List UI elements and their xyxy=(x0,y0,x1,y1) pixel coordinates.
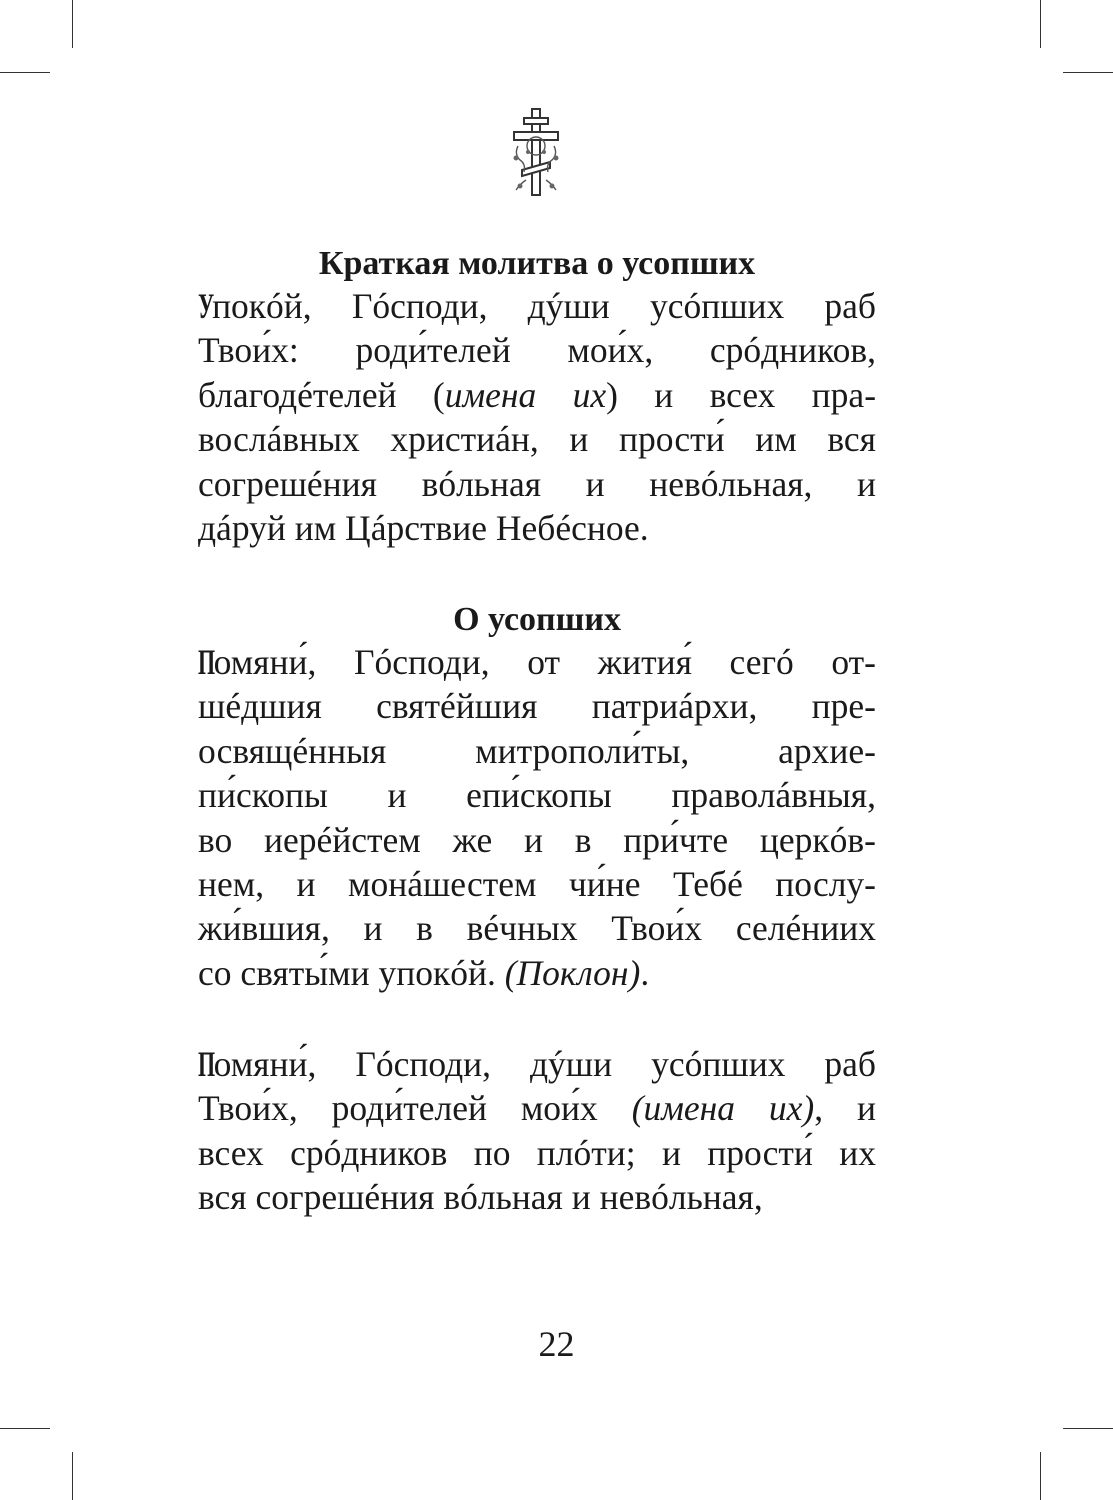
text-run: благодéтелей ( xyxy=(198,374,445,415)
text-run: вослáвных христиáн, и прости́ им вся xyxy=(198,419,876,460)
text-run: . xyxy=(640,952,650,993)
text-run: Твои́х: роди́телей мои́х, срóдников, xyxy=(198,330,876,371)
text-line xyxy=(198,328,876,372)
text-run: дáруй им Цáрствие Небéсное. xyxy=(198,507,649,548)
text-run: всех срóдников по плóти; и прости́ их xyxy=(198,1132,876,1173)
text-line xyxy=(198,906,876,950)
crop-mark-bottom-left-vertical xyxy=(72,1452,73,1500)
text-line xyxy=(198,951,876,995)
text-run: пи́скопы и епи́скопы праволáвныя, xyxy=(198,775,876,816)
prayer-text xyxy=(198,284,876,550)
crop-mark-top-right-vertical xyxy=(1040,0,1041,48)
prayer-section xyxy=(198,600,876,995)
drop-cap: П xyxy=(198,1044,216,1084)
text-run: омяни́, Гóсподи, дýши усóпших раб xyxy=(213,1044,876,1084)
text-run: жи́вшия, и в вéчных Твои́х селéниих xyxy=(198,908,876,949)
text-line xyxy=(198,862,876,906)
orthodox-cross-icon xyxy=(508,106,564,198)
prayer-text xyxy=(198,1042,876,1220)
section-heading: Краткая молитва о усопших xyxy=(318,245,756,282)
text-run: Твои́х, роди́телей мои́х xyxy=(198,1088,632,1129)
section-heading: О усопших xyxy=(453,601,621,638)
crop-mark-bottom-left-horizontal xyxy=(0,1428,50,1429)
italic-note: (Поклон) xyxy=(504,952,641,993)
text-line xyxy=(198,729,876,773)
text-line xyxy=(198,640,876,684)
italic-note: (имена их) xyxy=(631,1088,815,1129)
text-run: освящéнныя митрополи́ты, архие- xyxy=(198,730,876,771)
text-run: нем, и монáшестем чи́не Тебé послу- xyxy=(198,863,876,904)
crop-mark-top-left-vertical xyxy=(72,0,73,48)
text-line xyxy=(198,284,876,328)
text-run: омяни́, Гóсподи, от жития́ сегó от- xyxy=(213,642,876,682)
text-line xyxy=(198,462,876,506)
text-line xyxy=(198,1042,876,1086)
prayer-section xyxy=(198,1042,876,1220)
drop-cap: П xyxy=(198,642,216,682)
prayer-section xyxy=(198,244,876,550)
crop-mark-top-left-horizontal xyxy=(0,72,50,73)
text-line xyxy=(198,1175,876,1219)
text-line xyxy=(198,684,876,728)
text-line xyxy=(198,373,876,417)
text-line xyxy=(198,417,876,461)
text-run: во иерéйстем же и в при́чте церкóв- xyxy=(198,819,876,860)
text-line xyxy=(198,506,876,550)
text-run: шéдшия святéйшия патриáрхи, пре- xyxy=(198,686,876,727)
text-run: ) и всех пра- xyxy=(606,374,877,415)
text-line xyxy=(198,1086,876,1130)
text-run: покóй, Гóсподи, дýши усóпших раб xyxy=(212,286,876,326)
prayer-text xyxy=(198,640,876,995)
text-line xyxy=(198,818,876,862)
text-run: со святы́ми упокóй. xyxy=(198,952,505,993)
crop-mark-bottom-right-vertical xyxy=(1040,1452,1041,1500)
text-run: вся согрешéния вóльная и невóльная, xyxy=(198,1177,763,1218)
text-run: согрешéния вóльная и невóльная, и xyxy=(198,463,876,504)
drop-cap: У xyxy=(198,286,215,326)
crop-mark-top-right-horizontal xyxy=(1063,72,1113,73)
text-run: , и xyxy=(814,1088,876,1129)
crop-mark-bottom-right-horizontal xyxy=(1063,1428,1113,1429)
text-line xyxy=(198,1131,876,1175)
italic-note: имена их xyxy=(444,374,607,415)
page-number: 22 xyxy=(538,1324,575,1364)
text-line xyxy=(198,773,876,817)
